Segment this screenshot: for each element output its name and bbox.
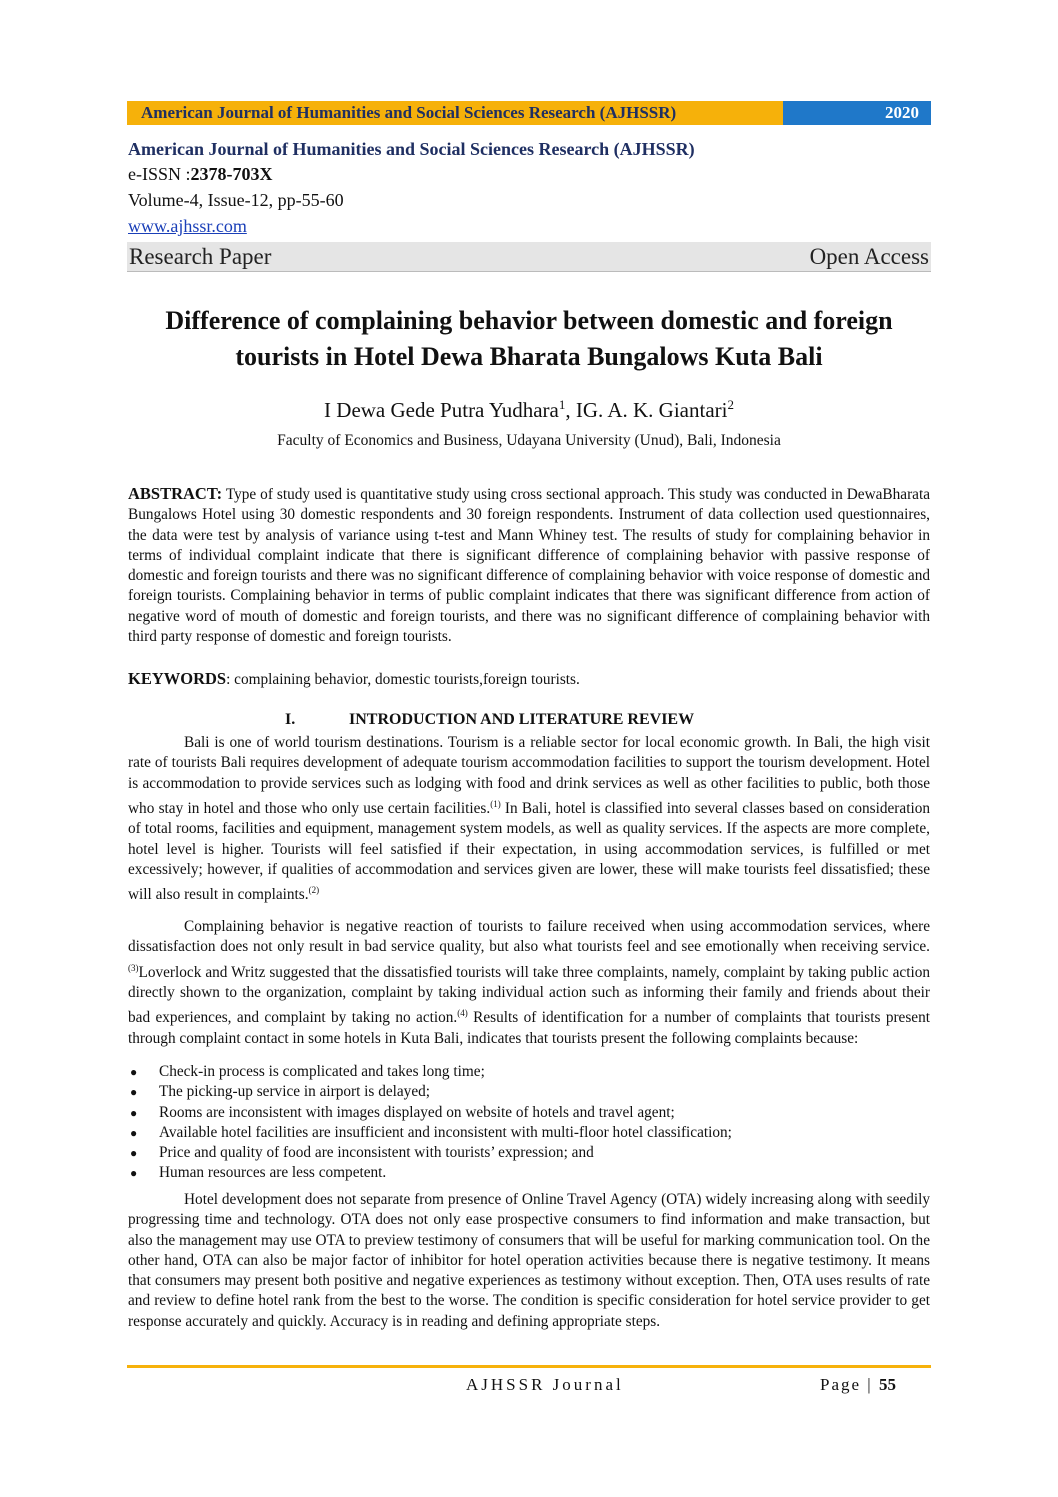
abstract (128, 484, 930, 647)
paragraph-3 (128, 1190, 930, 1332)
bullet-icon: ● (130, 1065, 138, 1079)
website-link[interactable]: www.ajhssr.com (128, 216, 247, 236)
issn-line (128, 164, 273, 185)
affiliation: Faculty of Economics and Business, Udayana University (Unud), Bali, Indonesia (277, 432, 781, 449)
title-line-2: tourists in Hotel Dewa Bharata Bungalows Kuta Bali (235, 342, 823, 371)
keywords-label: KEYWORDS (128, 669, 227, 688)
list-item (128, 1123, 930, 1143)
footer-page-number: 55 (878, 1375, 896, 1394)
abstract-label: ABSTRACT: (128, 484, 223, 503)
list-item (128, 1163, 930, 1183)
footer-page-label: Page | (820, 1375, 879, 1394)
list-item (128, 1103, 930, 1123)
author-1-affil-mark: 1 (558, 397, 566, 412)
footer-divider (127, 1365, 931, 1368)
issn-label: e-ISSN : (128, 164, 191, 184)
author-separator: , (565, 398, 576, 422)
header-journal-name: American Journal of Humanities and Social Sciences Research (AJHSSR) (127, 101, 783, 125)
bullet-icon: ● (130, 1105, 138, 1120)
list-item-text: The picking-up service in airport is delayed; (159, 1083, 431, 1101)
paragraph-1 (128, 733, 930, 906)
authors (100, 397, 958, 423)
section-title: INTRODUCTION AND LITERATURE REVIEW (349, 711, 695, 728)
author-2-affil-mark: 2 (727, 397, 734, 412)
list-item (128, 1143, 930, 1163)
para1-text-a: Bali is one of world tourism destinations. Tourism is a reliable sector for local economic growth. In Bali, the high visit rate of tourists Bali requires development of adequate tourism accommodation facilities to support the tourism development. Hotel is accommodation to provide services such as lodging with food and drink services as well as other facilities to public, both those who stay in hotel and those who only use certain facilities. (128, 734, 930, 817)
bullet-icon: ● (130, 1166, 138, 1181)
para1-text-b: In Bali, hotel is classified into several classes based on consideration of total rooms, facilities and equipment, management system models, as well as quality services. If the aspects are more complete, hotel level is higher. Tourists will feel satisfied if their expectation, in using accommodation services, is fulfilled or met excessively; however, if qualities of accommodation and services given are lower, these will make tourists feel dissatisfied; these will also result in complaints. (128, 799, 930, 904)
list-item (128, 1062, 930, 1082)
list-item-text: Rooms are inconsistent with images displayed on website of hotels and travel agent; (159, 1103, 675, 1121)
bullet-icon: ● (130, 1085, 138, 1100)
citation-2[interactable]: (2) (308, 885, 320, 896)
para2-text-b: Loverlock and Writz suggested that the dissatisfied tourists will take three complaints, namely, complaint by taking public action directly shown to the organization, complaint by taking individual action such as informing their family and friends about their bad experiences, and complaint by taking no action. (128, 963, 930, 1027)
open-access-label: Open Access (809, 243, 929, 269)
journal-name: American Journal of Humanities and Social Sciences Research (AJHSSR) (128, 139, 695, 159)
list-item-text: Human resources are less competent. (159, 1164, 387, 1182)
citation-4[interactable]: (4) (457, 1008, 468, 1019)
list-item-text: Price and quality of food are inconsistent with tourists’ expression; and (159, 1144, 594, 1162)
keywords-text: : complaining behavior, domestic tourists,foreign tourists. (226, 671, 580, 688)
footer-page (820, 1375, 896, 1395)
list-item-text: Available hotel facilities are insufficient and inconsistent with multi-floor hotel classification; (159, 1123, 732, 1141)
keywords (128, 669, 930, 689)
list-item (128, 1082, 930, 1102)
abstract-text: Type of study used is quantitative study using cross sectional approach. This study was conducted in DewaBharata Bungalows Hotel using 30 domestic respondents and 30 foreign respondents. Instrument of data collection used questionnaires, the data were test by analysis of variance using t-test and Mann Whiney test. The results of study for complaining behavior in terms of individual complaint indicate that there is significant difference of complaining behavior with passive response of domestic and foreign tourists and there was no significant difference of complaining behavior with voice response of domestic and foreign tourists. Complaining behavior in terms of public complaint indicates that there was significant difference from action of negative word of mouth of domestic and foreign tourists, and there was no significant difference of complaining behavior with third party response of domestic and foreign tourists. (128, 486, 930, 646)
author-1: I Dewa Gede Putra Yudhara (324, 398, 559, 422)
section-number: I. (285, 711, 296, 728)
paper-type-band (127, 242, 931, 272)
header-year: 2020 (783, 101, 931, 125)
bullet-icon: ● (130, 1125, 138, 1140)
para3-text: Hotel development does not separate from presence of Online Travel Agency (OTA) widely increasing along with seedily progressing time and technology. OTA does not only ease prospective consumers to find information and make transaction, but also the management may use OTA to preview testimony of consumers that will be useful for marking communication tool. On the other hand, OTA can also be major factor of inhibitor for hotel operation activities because there is negative testimony. It means that consumers may present both positive and negative experiences as testimony without exception. Then, OTA uses results of rate and review to define hotel rank from the best to the worse. The condition is specific consideration for hotel service provider to get response accurately and quickly. Accuracy is in reading and defining appropriate steps. (128, 1191, 930, 1330)
paragraph-2 (128, 917, 930, 1049)
list-item-text: Check-in process is complicated and takes long time; (159, 1063, 485, 1080)
citation-1[interactable]: (1) (490, 798, 501, 809)
author-2: IG. A. K. Giantari (575, 398, 728, 422)
para2-text-c: Results of identification for a number of complaints that tourists present through complaint contact in some hotels in Kuta Bali, indicates that tourists present the following complaints because: (128, 1009, 930, 1047)
title-line-1: Difference of complaining behavior between domestic and foreign (165, 306, 893, 335)
paper-title (100, 303, 958, 375)
citation-3[interactable]: (3) (128, 962, 139, 973)
complaint-list (128, 1062, 930, 1184)
journal-header-band (127, 101, 931, 125)
volume-line: Volume-4, Issue-12, pp-55-60 (128, 190, 344, 210)
para2-text-a: Complaining behavior is negative reaction of tourists to failure received when using accommodation services, where dissatisfaction does not only result in bad service quality, but also what tourists feel and see emotionally when receiving service. (128, 918, 930, 956)
research-paper-label: Research Paper (129, 243, 272, 269)
issn-value: 2378-703X (190, 164, 273, 184)
footer-journal: AJHSSR Journal (466, 1375, 624, 1394)
bullet-icon: ● (130, 1146, 138, 1161)
